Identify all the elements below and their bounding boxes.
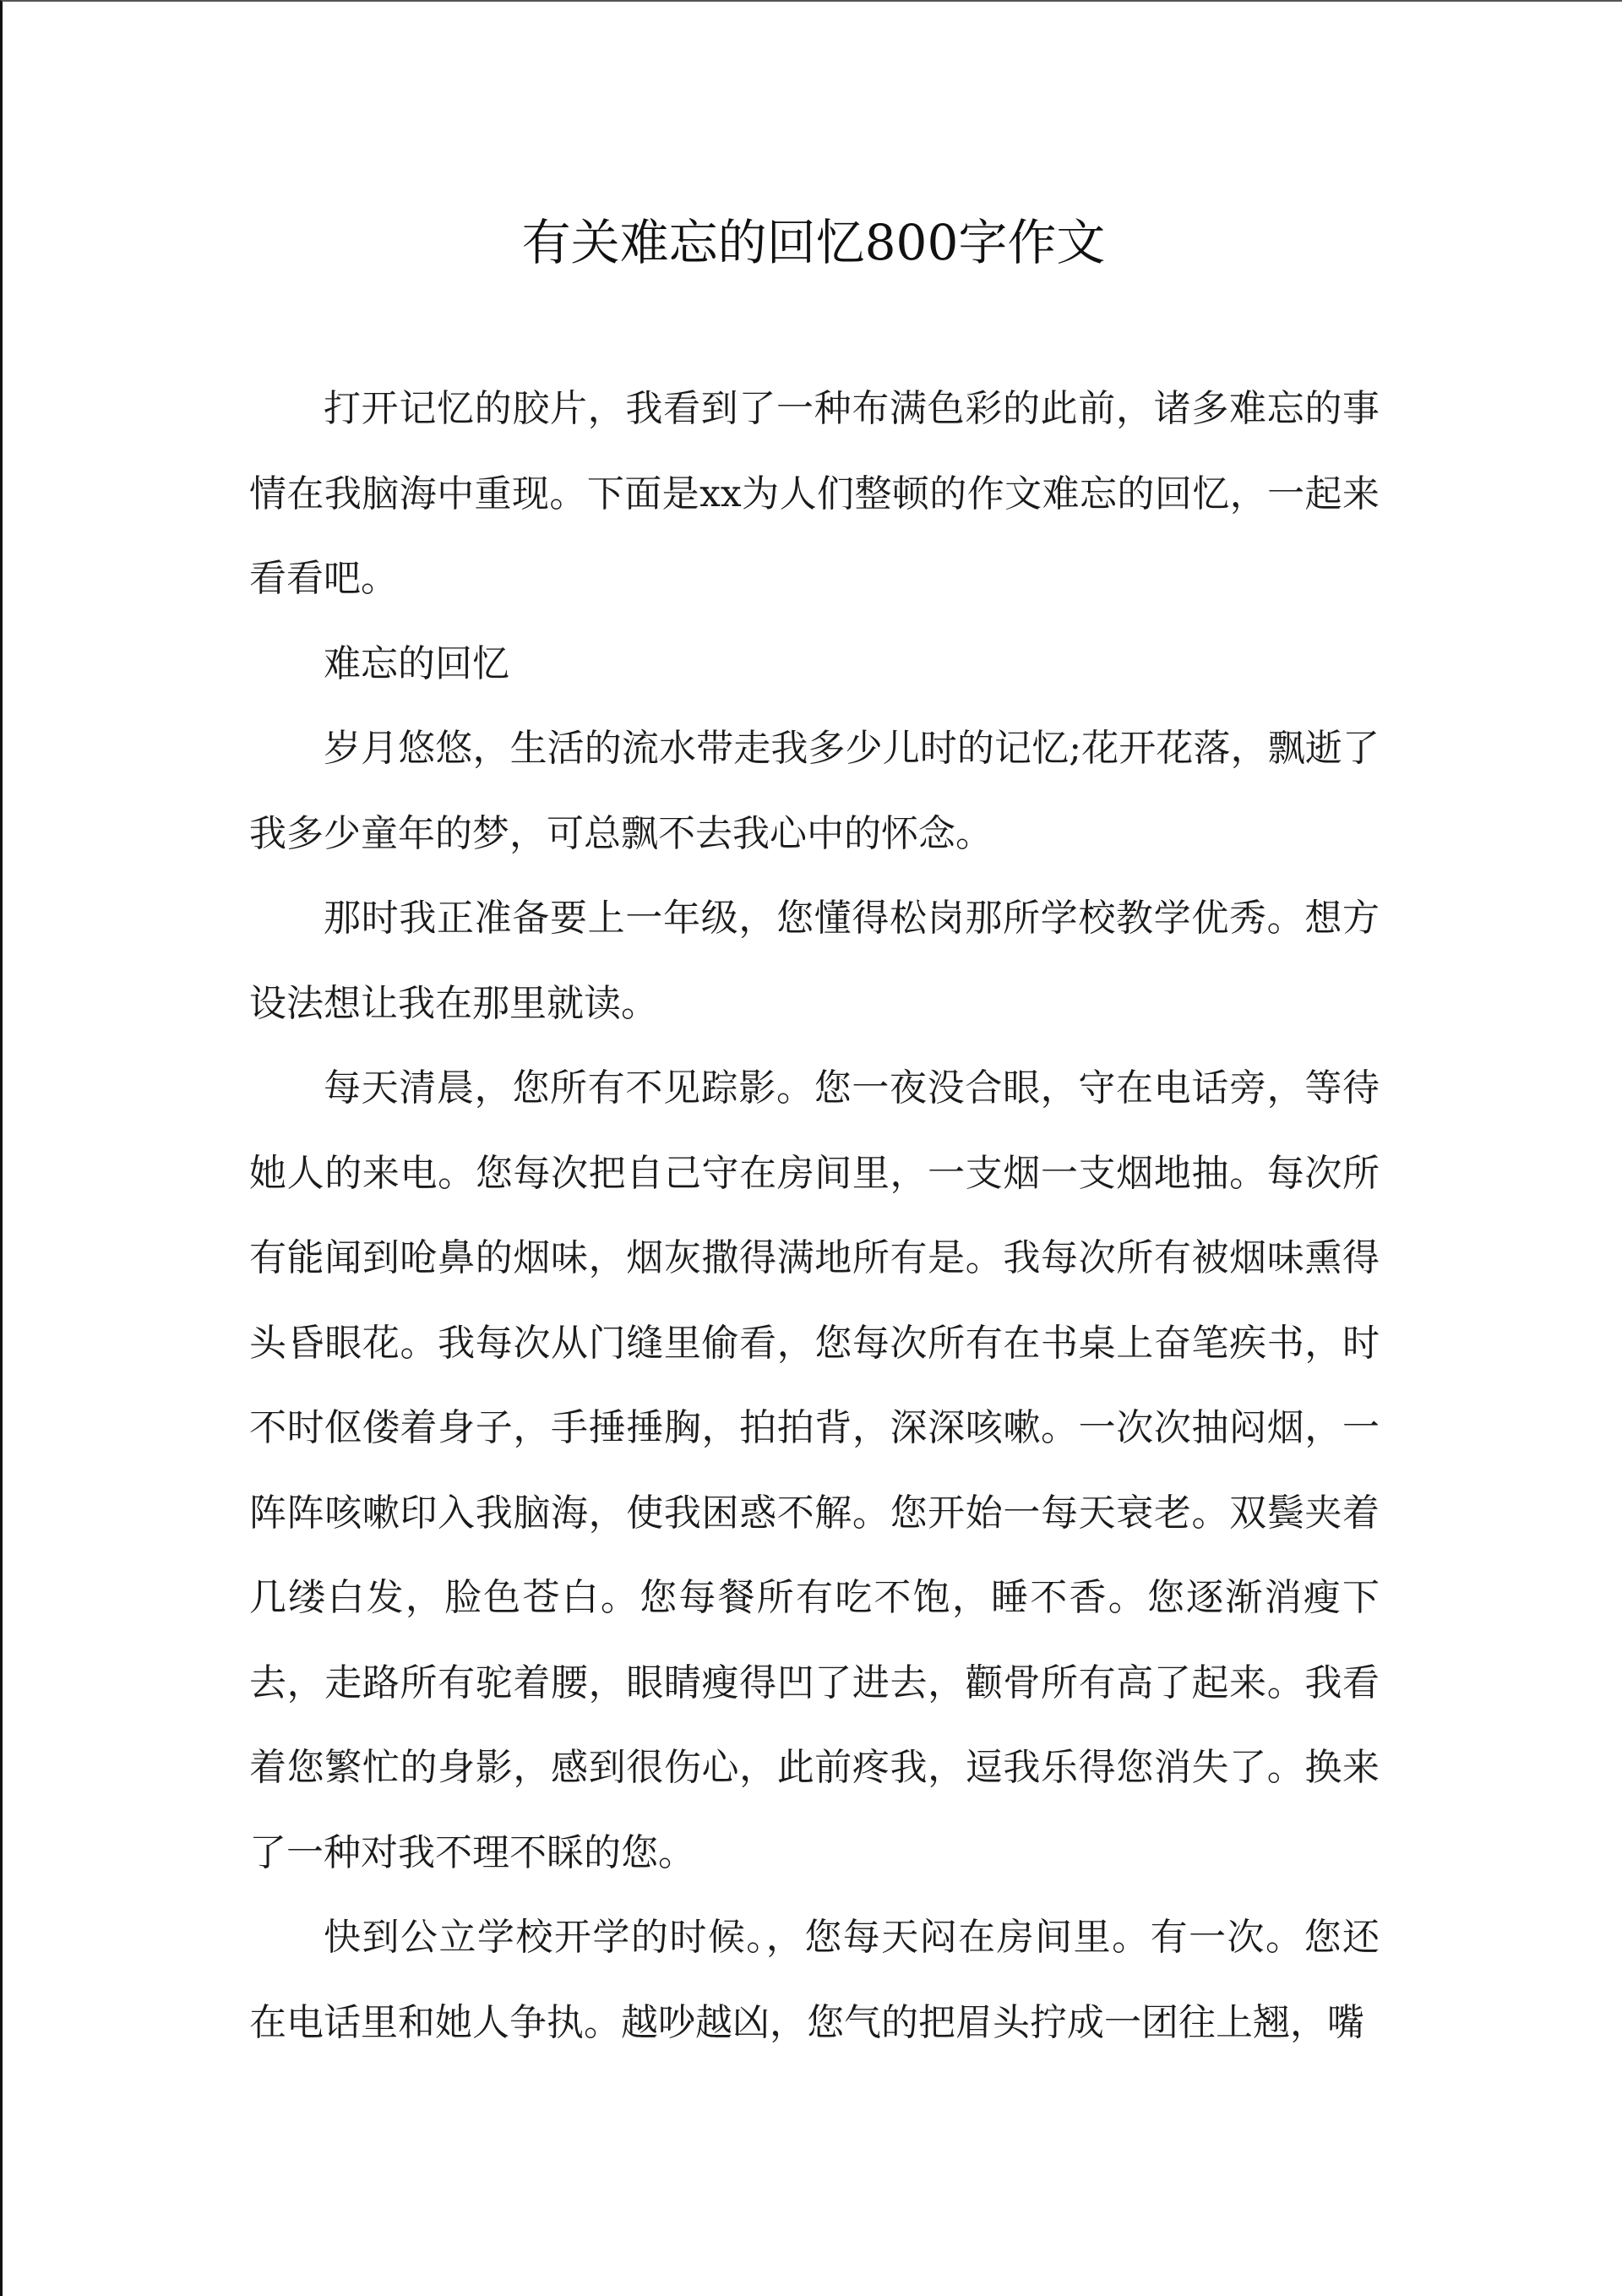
section-heading: 难忘的回忆 bbox=[324, 641, 509, 685]
document-body bbox=[249, 367, 1380, 2065]
paragraph: 那时我正准备要上一年级，您懂得松岗那所学校教学优秀。想方设法想让我在那里就读。 bbox=[249, 897, 1380, 1025]
paragraph: 每天清晨，您所有不见踪影。您一夜没合眼，守在电话旁，等待她人的来电。您每次把自己守在房间里，一支烟一支烟地抽。每次所有能闻到呛鼻的烟味，烟灰撒得满地所有是。我每次所有被烟味熏得头昏眼花。我每次从门缝里偷看，您每次所有在书桌上奋笔疾书，时不时伛偻着身子，手捶捶胸，拍拍背，深深咳嗽。一次次抽闷烟，一阵阵咳嗽印入我脑海，使我困惑不解。您开始一每天衰老。双鬓夹着几缕白发，脸色苍白。您每餐所有吃不饱，睡不香。您逐渐消瘦下去，走路所有驼着腰，眼睛瘦得凹了进去，颧骨所有高了起来。我看着您繁忙的身影，感到很伤心，此前疼我，逗我乐得您消失了。换来了一种对我不理不睬的您。 bbox=[249, 1066, 1380, 1874]
paragraph: 快到公立学校开学的时候。，您每天闷在房间里。有一次。您还在电话里和她人争执。越吵越凶，您气的把眉头拧成一团往上翘，嘴 bbox=[249, 1916, 1380, 2044]
paragraph: 岁月悠悠，生活的流水带走我多少儿时的记忆;花开花落，飘逝了我多少童年的梦，可总飘不去我心中的怀念。 bbox=[249, 727, 1380, 855]
paragraph-intro: 打开记忆的胶片，我看到了一种布满色彩的此前，诸多难忘的事情在我脑海中重现。下面是xx为人们整顿的作文难忘的回忆，一起来看看吧。 bbox=[249, 387, 1380, 600]
document-title: 有关难忘的回忆800字作文 bbox=[521, 214, 1106, 271]
